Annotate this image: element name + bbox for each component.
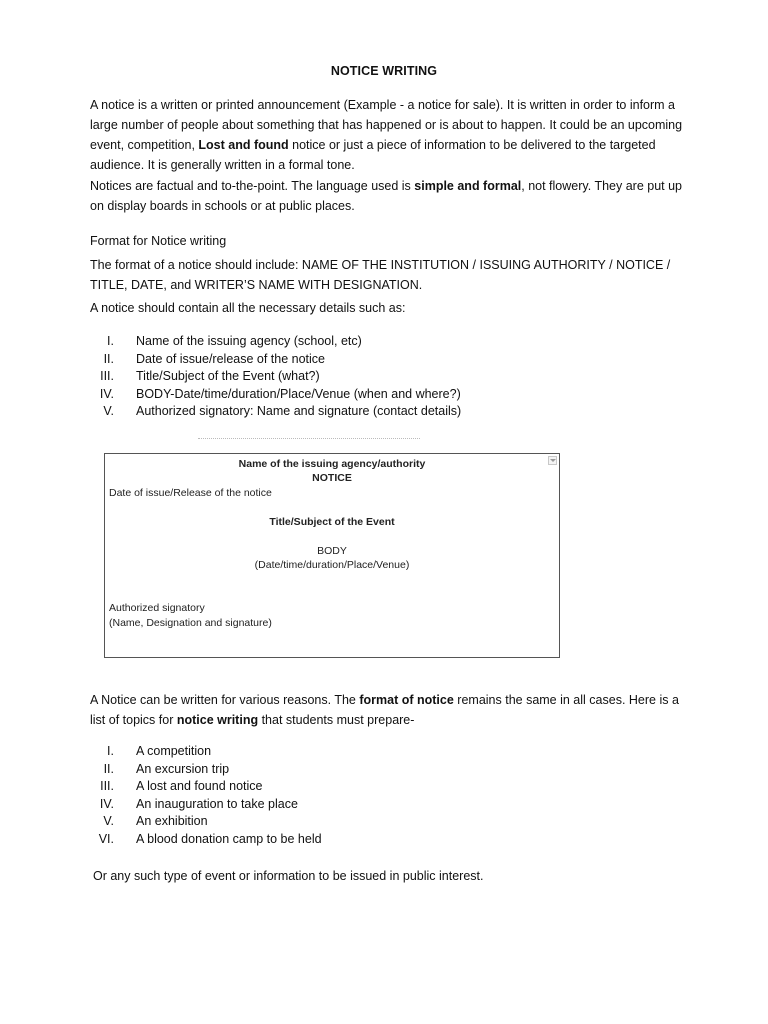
list-item-number: I. xyxy=(107,744,114,758)
reasons-text-b: remains the same in all cases. Here is a list of topics for xyxy=(90,693,679,727)
list-item xyxy=(90,403,690,421)
intro-p2-text-b: , not flowery. They are put up on display boards in schools or at public places. xyxy=(90,179,683,213)
template-body-heading: BODY xyxy=(317,545,347,557)
list-item-text: Title/Subject of the Event (what?) xyxy=(136,369,320,383)
list-item-text: Name of the issuing agency (school, etc) xyxy=(136,334,362,348)
list-item xyxy=(90,333,690,351)
list-item-text: A blood donation camp to be held xyxy=(136,831,322,846)
list-item xyxy=(90,743,690,761)
intro-p1-text-b: notice or just a piece of information to be delivered to the targeted audience. It is generally written in a formal tone. xyxy=(90,138,656,172)
template-signatory: Authorized signatory xyxy=(109,602,205,614)
divider xyxy=(198,438,420,439)
list-item xyxy=(90,831,690,849)
reasons-text-a: A Notice can be written for various reasons. The xyxy=(90,693,360,707)
list-item-number: V. xyxy=(103,404,114,418)
reasons-text-c: that students must prepare- xyxy=(258,713,415,727)
details-list xyxy=(90,333,690,421)
list-item-number: IV. xyxy=(99,386,114,401)
document-title: NOTICE WRITING xyxy=(330,64,438,78)
reasons-bold-2: notice writing xyxy=(176,713,259,727)
template-agency: Name of the issuing agency/authority xyxy=(238,458,426,470)
list-item xyxy=(90,778,690,796)
list-item xyxy=(90,386,690,404)
template-date: Date of issue/Release of the notice xyxy=(109,487,272,499)
closing-text: Or any such type of event or information to be issued in public interest. xyxy=(93,869,484,883)
intro-p2-text-a: Notices are factual and to-the-point. The language used is xyxy=(90,179,415,193)
format-description: The format of a notice should include: NAME OF THE INSTITUTION / ISSUING AUTHORITY / NOTICE / TITLE, DATE, and WRITER’S NAME WITH DESIGNATION. xyxy=(90,258,671,292)
list-item-number: III. xyxy=(100,779,114,793)
list-item-text: An inauguration to take place xyxy=(136,796,298,811)
intro-p2-bold: simple and formal xyxy=(414,179,522,193)
intro-paragraph-1 xyxy=(90,95,690,175)
template-notice-heading: NOTICE xyxy=(312,472,352,484)
list-item-number: I. xyxy=(107,334,114,348)
intro-paragraph-2 xyxy=(90,176,690,216)
reasons-bold-1: format of notice xyxy=(359,693,454,707)
list-item xyxy=(90,796,690,814)
template-signatory-detail: (Name, Designation and signature) xyxy=(109,617,272,629)
list-item-text: An exhibition xyxy=(136,814,208,828)
intro-p1-bold: Lost and found xyxy=(198,138,289,152)
list-item-number: II. xyxy=(103,761,114,776)
list-item-number: III. xyxy=(100,369,114,383)
list-item-text: Authorized signatory: Name and signature (contact details) xyxy=(136,404,462,418)
topics-list xyxy=(90,743,690,848)
contain-text: A notice should contain all the necessary details such as: xyxy=(90,301,406,315)
list-item-number: V. xyxy=(103,814,114,828)
list-item-text: Date of issue/release of the notice xyxy=(136,351,326,366)
list-item-text: A competition xyxy=(136,744,212,758)
format-heading: Format for Notice writing xyxy=(90,234,227,248)
list-item-number: VI. xyxy=(98,831,114,846)
reasons-paragraph xyxy=(90,690,690,730)
list-item xyxy=(90,813,690,831)
list-item xyxy=(90,351,690,369)
list-item xyxy=(90,761,690,779)
intro-p1-text-a: A notice is a written or printed announcement (Example - a notice for sale). It is written in order to inform a large number of people about something that has happened or is about to happen. It could be an upcoming event, competition, xyxy=(90,98,683,152)
list-item-text: A lost and found notice xyxy=(136,779,263,793)
template-body-detail: (Date/time/duration/Place/Venue) xyxy=(254,559,410,571)
list-item-number: IV. xyxy=(99,796,114,811)
list-item xyxy=(90,368,690,386)
notice-template-box xyxy=(104,453,560,658)
list-item-number: II. xyxy=(103,351,114,366)
template-subject: Title/Subject of the Event xyxy=(269,516,395,528)
list-item-text: BODY-Date/time/duration/Place/Venue (when and where?) xyxy=(136,386,461,401)
list-item-text: An excursion trip xyxy=(136,761,230,776)
